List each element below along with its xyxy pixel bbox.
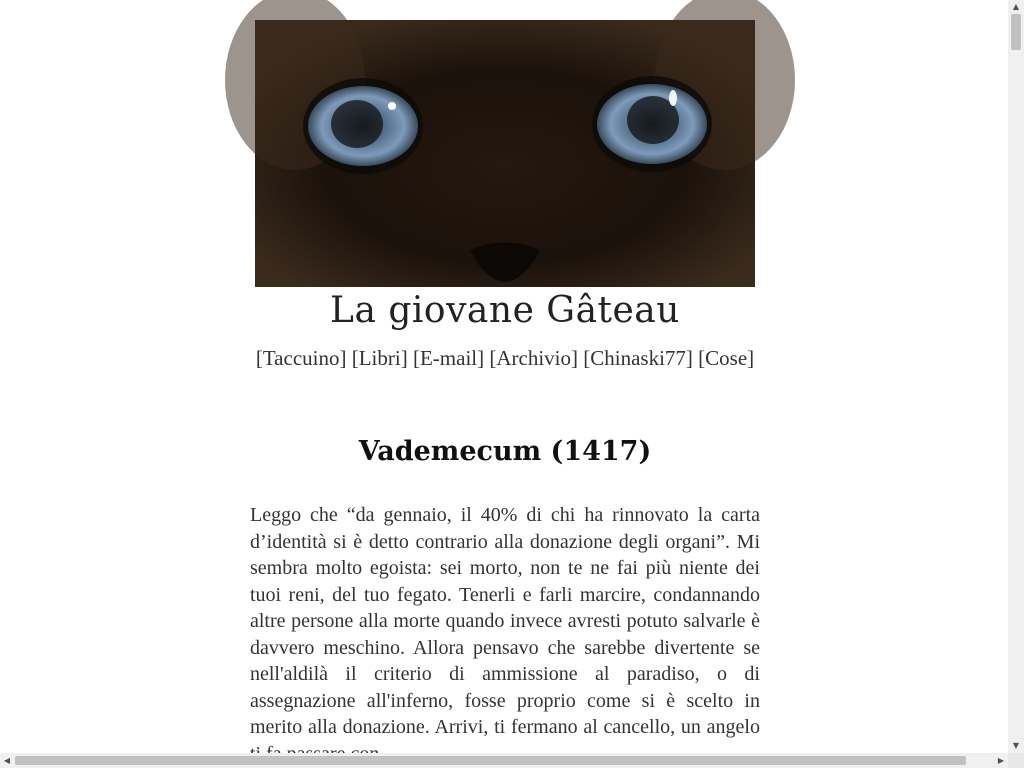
triangle-left-icon[interactable]: ◀	[3, 756, 11, 765]
header-cat-image	[255, 20, 755, 287]
nav-cose-link[interactable]: [Cose]	[698, 346, 755, 370]
vertical-scrollbar[interactable]	[1008, 0, 1024, 753]
nav-email-link[interactable]: [E-mail]	[412, 346, 485, 370]
nav-libri-link[interactable]: [Libri]	[351, 346, 408, 370]
triangle-right-icon[interactable]: ▶	[997, 756, 1005, 765]
nav-archivio-link[interactable]: [Archivio]	[489, 346, 578, 370]
triangle-up-icon[interactable]: ▲	[1012, 2, 1020, 11]
nav-taccuino-link[interactable]: [Taccuino]	[255, 346, 347, 370]
horizontal-scroll-thumb[interactable]	[15, 756, 966, 765]
horizontal-scrollbar[interactable]	[0, 753, 1008, 768]
scrollbar-corner	[1008, 753, 1024, 768]
triangle-down-icon[interactable]: ▼	[1012, 741, 1020, 750]
main-navigation	[240, 346, 770, 371]
vertical-scroll-thumb[interactable]	[1011, 14, 1021, 50]
site-title[interactable]: La giovane Gâteau	[330, 290, 680, 331]
post-title[interactable]: Vademecum (1417)	[358, 436, 652, 467]
post-body: Leggo che “da gennaio, il 40% di chi ha rinnovato la carta d’identità si è detto contrario alla donazione degli organi”. Mi sembra molto egoista: sei morto, non te ne fai più niente dei tuoi reni, del tuo fegato. Tenerli e farli marcire, condannando altre persone alla morte quando invece avresti potuto salvarle è davvero meschino. Allora pensavo che sarebbe divertente se nell'aldilà il criterio di ammissione al paradiso, o di assegnazione all'inferno, fosse proprio come si è scelto in merito alla donazione. Arrivi, ti fermano al cancello, un angelo	[250, 504, 760, 738]
nav-chinaski77-link[interactable]: [Chinaski77]	[583, 346, 693, 370]
